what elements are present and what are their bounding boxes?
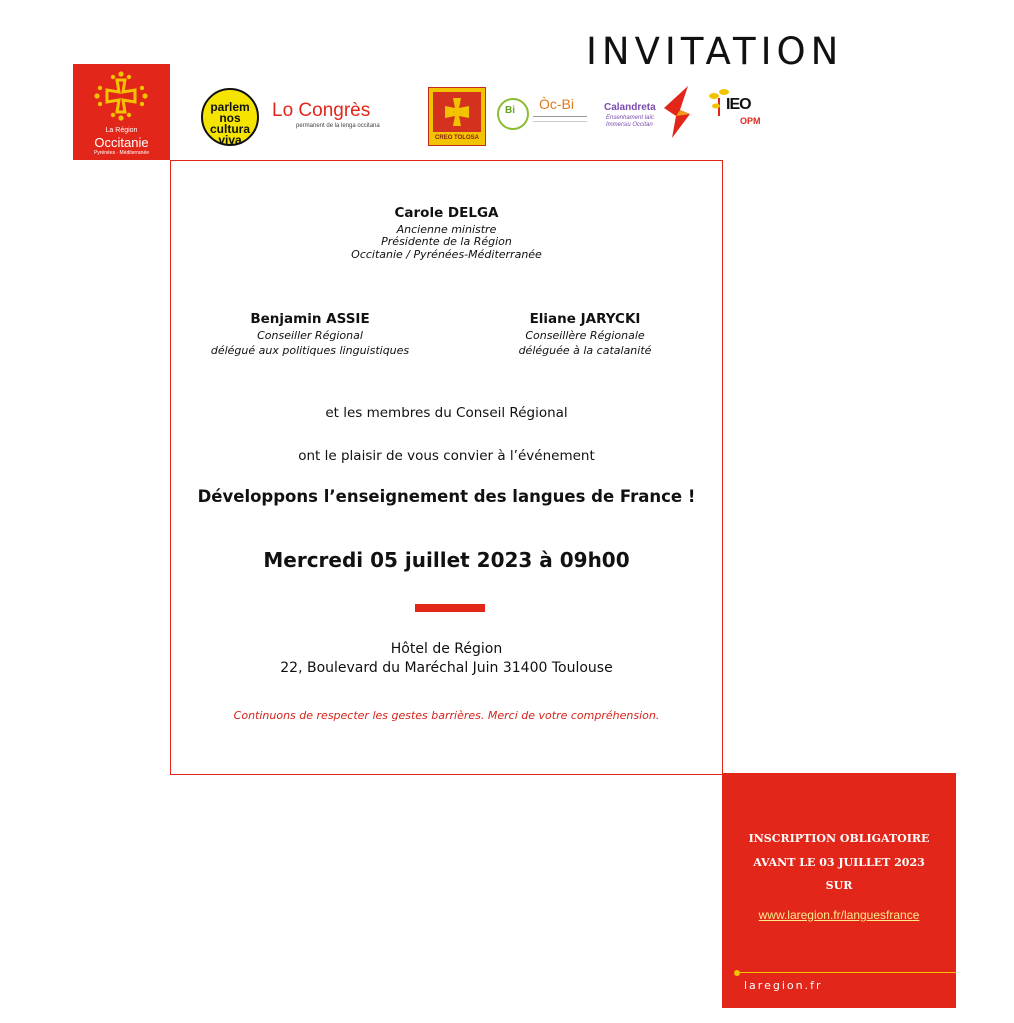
cohost2-name: Eliane JARYCKI [529,311,641,327]
ocbi-name: Òc-Bi [539,96,574,112]
creo-tolosa-logo [428,87,486,146]
creo-cross-block [433,92,481,132]
invite-text: ont le plaisir de vous convier à l’événement [298,448,595,464]
members-text: et les membres du Conseil Régional [325,405,568,421]
cohost1-role-2: délégué aux politiques linguistiques [210,344,410,357]
host-role-2: Présidente de la Région [381,235,512,248]
host-role-3: Occitanie / Pyrénées-Méditerranée [351,248,542,261]
bird-icon [658,84,692,140]
ieo-opm-logo [708,84,772,140]
registration-link[interactable]: www.laregion.fr/languesfrance [758,908,920,922]
occitan-cross-icon [433,92,481,132]
registration-line-3: SUR [825,879,853,892]
cohost-jarycki [435,311,735,357]
cohost1-role-1: Conseiller Régional [257,329,363,342]
host-name: Carole DELGA [394,205,499,221]
site-name: laregion.fr [744,979,823,992]
occitan-cross-icon [93,70,149,122]
event-date: Mercredi 05 juillet 2023 à 09h00 [263,548,630,572]
venue-name: Hôtel de Région [390,641,503,657]
calandreta-logo [604,84,690,140]
event-title: Développons l’enseignement des langues de France ! [197,487,696,506]
congres-sub: permanent de la lenga occitana [296,123,380,129]
cohost1-name: Benjamin ASSIE [250,311,370,327]
red-divider [415,604,485,612]
opm-text: OPM [740,116,761,126]
cohost-assie [160,311,460,357]
ocbi-subline [533,116,587,122]
registration-line-2: AVANT LE 03 JUILLET 2023 [753,856,925,869]
cultura-viva-logo [201,88,259,146]
cultura-text: parlem nos cultura viva [209,100,250,147]
invitation-card [170,160,723,775]
cohost2-role-1: Conseillère Régionale [525,329,645,342]
creo-text: CREO TOLOSA [435,135,479,141]
lo-congres-logo [272,100,414,134]
congres-name: Lo Congrès [272,100,371,121]
calandreta-name: Calandreta [604,102,656,113]
region-occitanie-logo [73,64,170,160]
oc-bi-logo [497,94,589,134]
cohost2-role-2: déléguée à la catalanité [518,344,652,357]
page-title: INVITATION [586,30,844,73]
health-notice: Continuons de respecter les gestes barrières. Merci de votre compréhension. [233,709,660,722]
registration-box [722,773,956,1008]
region-logo-line1: La Région [105,127,138,134]
region-logo-line3: Pyrénées · Méditerranée [93,150,150,156]
registration-line-1: INSCRIPTION OBLIGATOIRE [748,832,930,845]
region-logo-line2: Occitanie [94,135,149,150]
footer-rule [740,972,956,973]
ieo-text: IEO [726,96,751,113]
venue-address: 22, Boulevard du Maréchal Juin 31400 Toulouse [280,660,613,676]
host-role-1: Ancienne ministre [396,223,497,236]
calandreta-sub2: Immersiu Occitan [606,122,653,128]
dot-icon [734,970,740,976]
ocbi-bi: Bi [505,105,515,116]
calandreta-sub1: Ensenhament laïc [606,115,655,121]
